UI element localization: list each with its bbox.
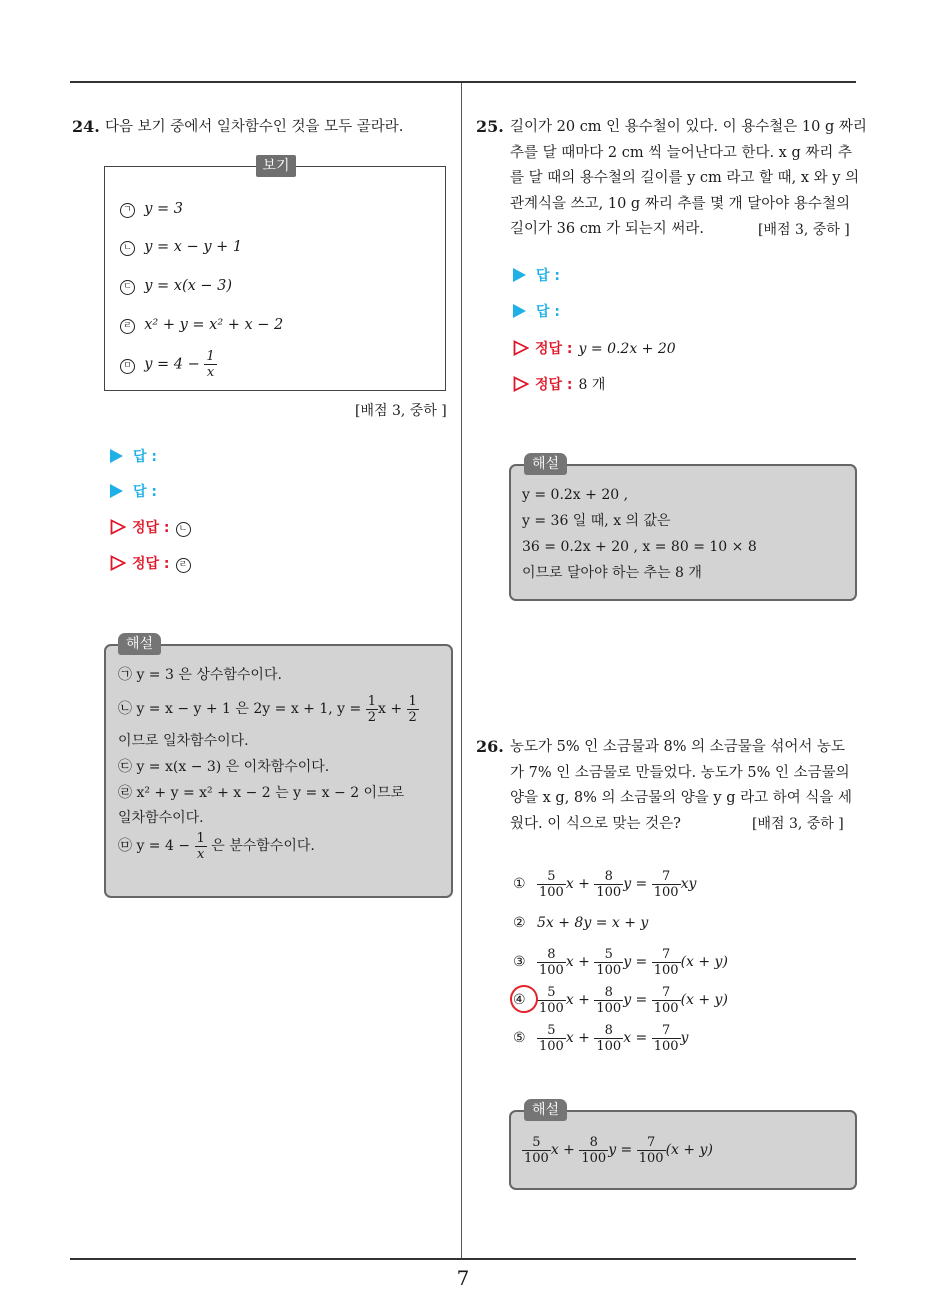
q25-explain-line-4: 이므로 달아야 하는 추는 8 개 bbox=[522, 565, 702, 581]
top-rule bbox=[70, 81, 856, 83]
q26-option-1[interactable]: ① $\frac{5}{100}$ x + $\frac{8}{100}$ y = $\frac{7}{100}$ xy bbox=[513, 868, 697, 900]
q25-explain-line-1: y = 0.2x + 20 , bbox=[522, 487, 629, 503]
q24-item-3: ㄷ y = x(x − 3) bbox=[120, 273, 232, 299]
q25-explain-line-3: 36 = 0.2x + 20 , x = 80 = 10 × 8 bbox=[522, 539, 757, 555]
q25-correct-1: 정답 : y = 0.2x + 20 bbox=[513, 337, 676, 361]
q24-item-2: ㄴ y = x − y + 1 bbox=[120, 234, 242, 260]
q24-explain-line-6: 일차함수이다. bbox=[118, 810, 204, 826]
q24-number: 24. bbox=[72, 117, 100, 136]
q25-explanation-label: 해설 bbox=[524, 453, 567, 475]
column-divider bbox=[461, 83, 462, 1258]
hollow-arrow-icon bbox=[110, 555, 126, 571]
q24-item-5: ㅁ y = 4 − $\frac{1}{x}$ bbox=[120, 350, 217, 386]
hollow-arrow-icon bbox=[513, 376, 529, 392]
q25-answer-1: 답 : bbox=[513, 264, 560, 288]
q24-correct-1: 정답 : ㄴ bbox=[110, 516, 191, 540]
q25-correct-2: 정답 : 8 개 bbox=[513, 373, 605, 397]
q26-option-2[interactable]: ② 5x + 8y = x + y bbox=[513, 915, 649, 931]
q24-explain-line-3: 이므로 일차함수이다. bbox=[118, 733, 249, 749]
q24-choice-box-label: 보기 bbox=[256, 155, 296, 177]
arrow-icon bbox=[110, 449, 123, 463]
q24-explanation-label: 해설 bbox=[118, 633, 161, 655]
q26-option-4[interactable]: ④ $\frac{5}{100}$ x + $\frac{8}{100}$ y = $\frac{7}{100}$ (x + y) bbox=[513, 984, 728, 1016]
q24-answer-2: 답 : bbox=[110, 480, 157, 504]
q24-explain-line-5: ㉣ x² + y = x² + x − 2 는 y = x − 2 이므로 bbox=[118, 785, 405, 801]
arrow-icon bbox=[513, 268, 526, 282]
arrow-icon bbox=[110, 484, 123, 498]
q26-explain-line: $\frac{5}{100}$ x + $\frac{8}{100}$ y = $\frac{7}{100}$ (x + y) bbox=[524, 1134, 713, 1166]
q24-score: [배점 3, 중하 ] bbox=[355, 403, 447, 419]
q26-text: 농도가 5% 인 소금물과 8% 의 소금물을 섞어서 농도 가 7% 인 소금물로 만들었다. 농도가 5% 인 소금물의 양을 x g, 8% 의 소금물의 양을 y g 라고 하여 식을 세 웠다. 이 식으로 맞는 것은? bbox=[510, 739, 852, 832]
page-number: 7 bbox=[456, 1266, 470, 1290]
q24-item-4: ㄹ x² + y = x² + x − 2 bbox=[120, 312, 283, 338]
q26-number: 26. bbox=[476, 737, 504, 756]
q25-number: 25. bbox=[476, 117, 504, 136]
q24-explain-line-2: ㉡ y = x − y + 1 은 2y = x + 1, y = $\frac{1}{2}$ x + $\frac{1}{2}$ bbox=[118, 693, 417, 725]
q24-correct-2: 정답 : ㄹ bbox=[110, 552, 191, 576]
q24-text: 다음 보기 중에서 일차함수인 것을 모두 골라라. bbox=[105, 119, 404, 135]
q24-explain-line-7: ㉤ y = 4 − $\frac{1}{x}$ 은 분수함수이다. bbox=[118, 830, 315, 862]
q26-explanation-label: 해설 bbox=[524, 1099, 567, 1121]
hollow-arrow-icon bbox=[110, 519, 126, 535]
q26-option-5[interactable]: ⑤ $\frac{5}{100}$ x + $\frac{8}{100}$ x = $\frac{7}{100}$ y bbox=[513, 1022, 689, 1054]
q24-explain-line-4: ㉢ y = x(x − 3) 은 이차함수이다. bbox=[118, 759, 330, 775]
q26-option-3[interactable]: ③ $\frac{8}{100}$ x + $\frac{5}{100}$ y = $\frac{7}{100}$ (x + y) bbox=[513, 946, 728, 978]
q25-answer-2: 답 : bbox=[513, 300, 560, 324]
q25-explain-line-2: y = 36 일 때, x 의 값은 bbox=[522, 513, 671, 529]
bottom-rule bbox=[70, 1258, 856, 1260]
q25-text: 길이가 20 cm 인 용수철이 있다. 이 용수철은 10 g 짜리 추를 달 때마다 2 cm 씩 늘어난다고 한다. x g 짜리 추 를 달 때의 용수철의 길이를 y cm 라고 할 때, x 와 y 의 관계식을 쓰고, 10 g 짜리 추를 몇 개 달아야 용수철의 길이가 36 cm 가 되는지 써라. bbox=[510, 119, 867, 237]
arrow-icon bbox=[513, 304, 526, 318]
q25-score: [배점 3, 중하 ] bbox=[758, 222, 850, 238]
q24-answer-1: 답 : bbox=[110, 445, 157, 469]
q24-item-1: ㄱ y = 3 bbox=[120, 196, 183, 222]
q24-explain-line-1: ㉠ y = 3 은 상수함수이다. bbox=[118, 667, 282, 683]
q26-score: [배점 3, 중하 ] bbox=[752, 816, 844, 832]
hollow-arrow-icon bbox=[513, 340, 529, 356]
